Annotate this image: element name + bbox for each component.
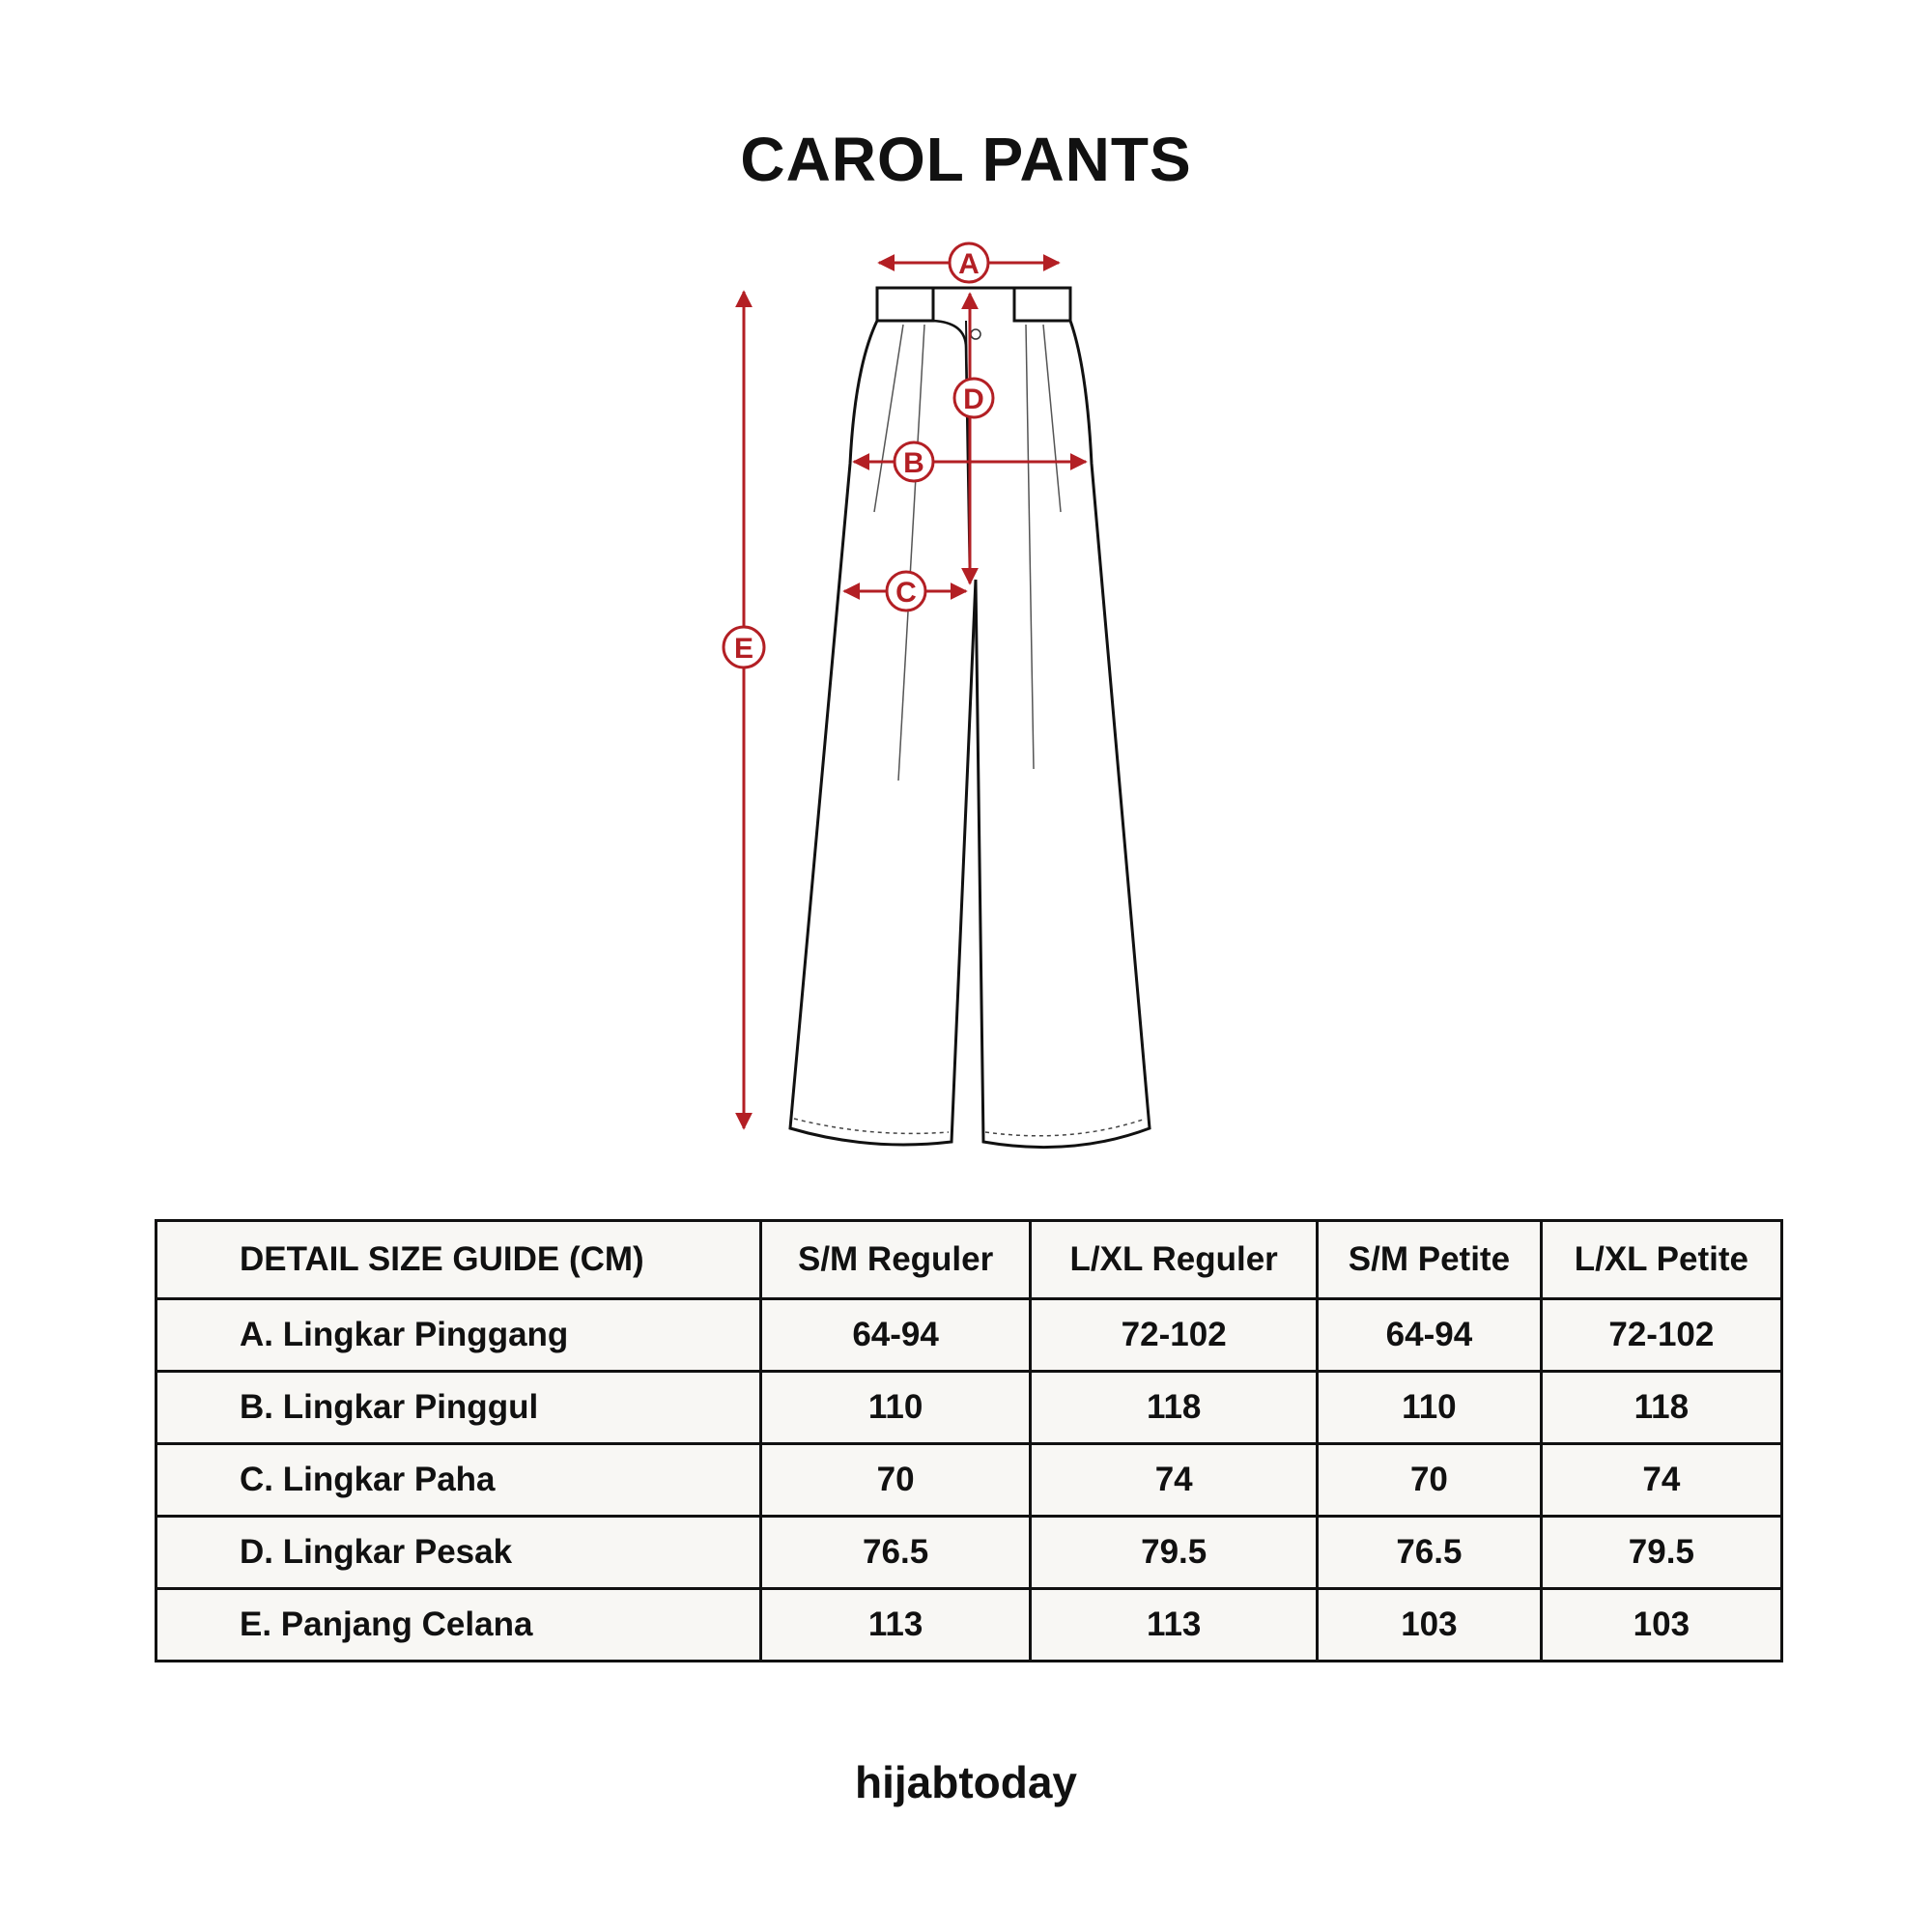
table-header: L/XL Petite — [1541, 1221, 1781, 1299]
table-header: DETAIL SIZE GUIDE (CM) — [156, 1221, 761, 1299]
table-cell: 76.5 — [1318, 1517, 1542, 1589]
label-e: E — [733, 633, 754, 665]
table-cell: 110 — [1318, 1372, 1542, 1444]
table-cell: 118 — [1541, 1372, 1781, 1444]
table-cell: 76.5 — [761, 1517, 1031, 1589]
table-cell: 74 — [1031, 1444, 1318, 1517]
table-cell: 110 — [761, 1372, 1031, 1444]
table-header: S/M Reguler — [761, 1221, 1031, 1299]
size-guide-table — [155, 1219, 1783, 1662]
table-header-row — [156, 1221, 1782, 1299]
row-label: B. Lingkar Pinggul — [156, 1372, 761, 1444]
label-d: D — [963, 384, 984, 415]
table-cell: 103 — [1541, 1589, 1781, 1662]
label-a: A — [958, 248, 980, 280]
brand-logo-text: hijabtoday — [854, 1757, 1078, 1807]
row-label: E. Panjang Celana — [156, 1589, 761, 1662]
table-row — [156, 1372, 1782, 1444]
table-row — [156, 1589, 1782, 1662]
row-label: D. Lingkar Pesak — [156, 1517, 761, 1589]
table-cell: 72-102 — [1541, 1299, 1781, 1372]
table-header: L/XL Reguler — [1031, 1221, 1318, 1299]
hem-stitches — [794, 1119, 1146, 1136]
measure-arrows — [744, 263, 1086, 1128]
table-cell: 70 — [1318, 1444, 1542, 1517]
row-label: C. Lingkar Paha — [156, 1444, 761, 1517]
table-cell: 118 — [1031, 1372, 1318, 1444]
label-b: B — [903, 447, 924, 479]
table-cell: 79.5 — [1031, 1517, 1318, 1589]
table-cell: 72-102 — [1031, 1299, 1318, 1372]
table-cell: 70 — [761, 1444, 1031, 1517]
table-row — [156, 1444, 1782, 1517]
row-label: A. Lingkar Pinggang — [156, 1299, 761, 1372]
table-header: S/M Petite — [1318, 1221, 1542, 1299]
table-cell: 79.5 — [1541, 1517, 1781, 1589]
label-c: C — [895, 577, 917, 609]
measure-labels — [724, 243, 993, 668]
table-cell: 64-94 — [761, 1299, 1031, 1372]
table-cell: 74 — [1541, 1444, 1781, 1517]
table-cell: 113 — [1031, 1589, 1318, 1662]
table-cell: 103 — [1318, 1589, 1542, 1662]
table-cell: 113 — [761, 1589, 1031, 1662]
table-cell: 64-94 — [1318, 1299, 1542, 1372]
page-title: CAROL PANTS — [740, 125, 1192, 194]
table-row — [156, 1299, 1782, 1372]
button-icon — [971, 329, 980, 339]
table-row — [156, 1517, 1782, 1589]
